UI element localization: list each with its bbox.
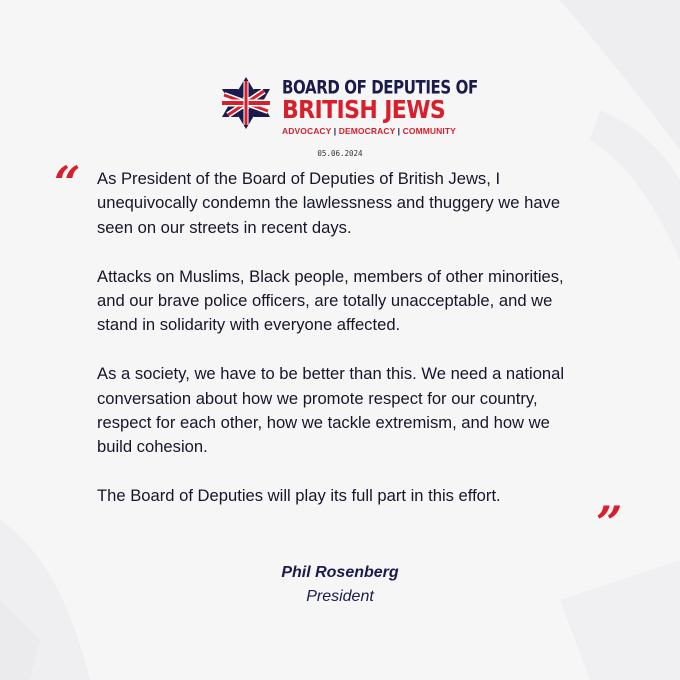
open-quote-icon: “ [54, 156, 81, 210]
logo-title-line1: BOARD OF DEPUTIES OF [282, 76, 478, 99]
statement-paragraph: As President of the Board of Deputies of British Jews, I unequivocally condemn the lawlessness and thuggery we have seen on our streets in recent days. [97, 169, 561, 237]
statement-date: 05.06.2024 [317, 149, 363, 158]
tagline-separator: | [333, 126, 337, 136]
statement-body [97, 167, 577, 533]
logo-title-line2: BRITISH JEWS [282, 96, 446, 125]
logo-tagline [282, 126, 456, 136]
statement-paragraph: The Board of Deputies will play its full part in this effort. [97, 486, 501, 506]
tagline-advocacy: ADVOCACY [282, 126, 332, 136]
signature-name: Phil Rosenberg [281, 564, 399, 581]
statement-paragraph: Attacks on Muslims, Black people, members of other minorities, and our brave police officers, are totally unacceptable, and we stand in solidarity with everyone affected. [97, 266, 564, 335]
signature-title: President [306, 588, 374, 605]
tagline-community: COMMUNITY [402, 126, 456, 136]
star-of-david-union-flag-icon [218, 75, 274, 131]
tagline-democracy: DEMOCRACY [338, 126, 396, 136]
statement-paragraph: As a society, we have to be better than this. We need a national conversation about how we promote respect for our country, respect for each other, how we tackle extremism, and how we build cohesion. [97, 364, 565, 457]
organization-logo [218, 72, 478, 140]
close-quote-icon: ” [596, 496, 623, 550]
tagline-separator: | [397, 126, 401, 136]
